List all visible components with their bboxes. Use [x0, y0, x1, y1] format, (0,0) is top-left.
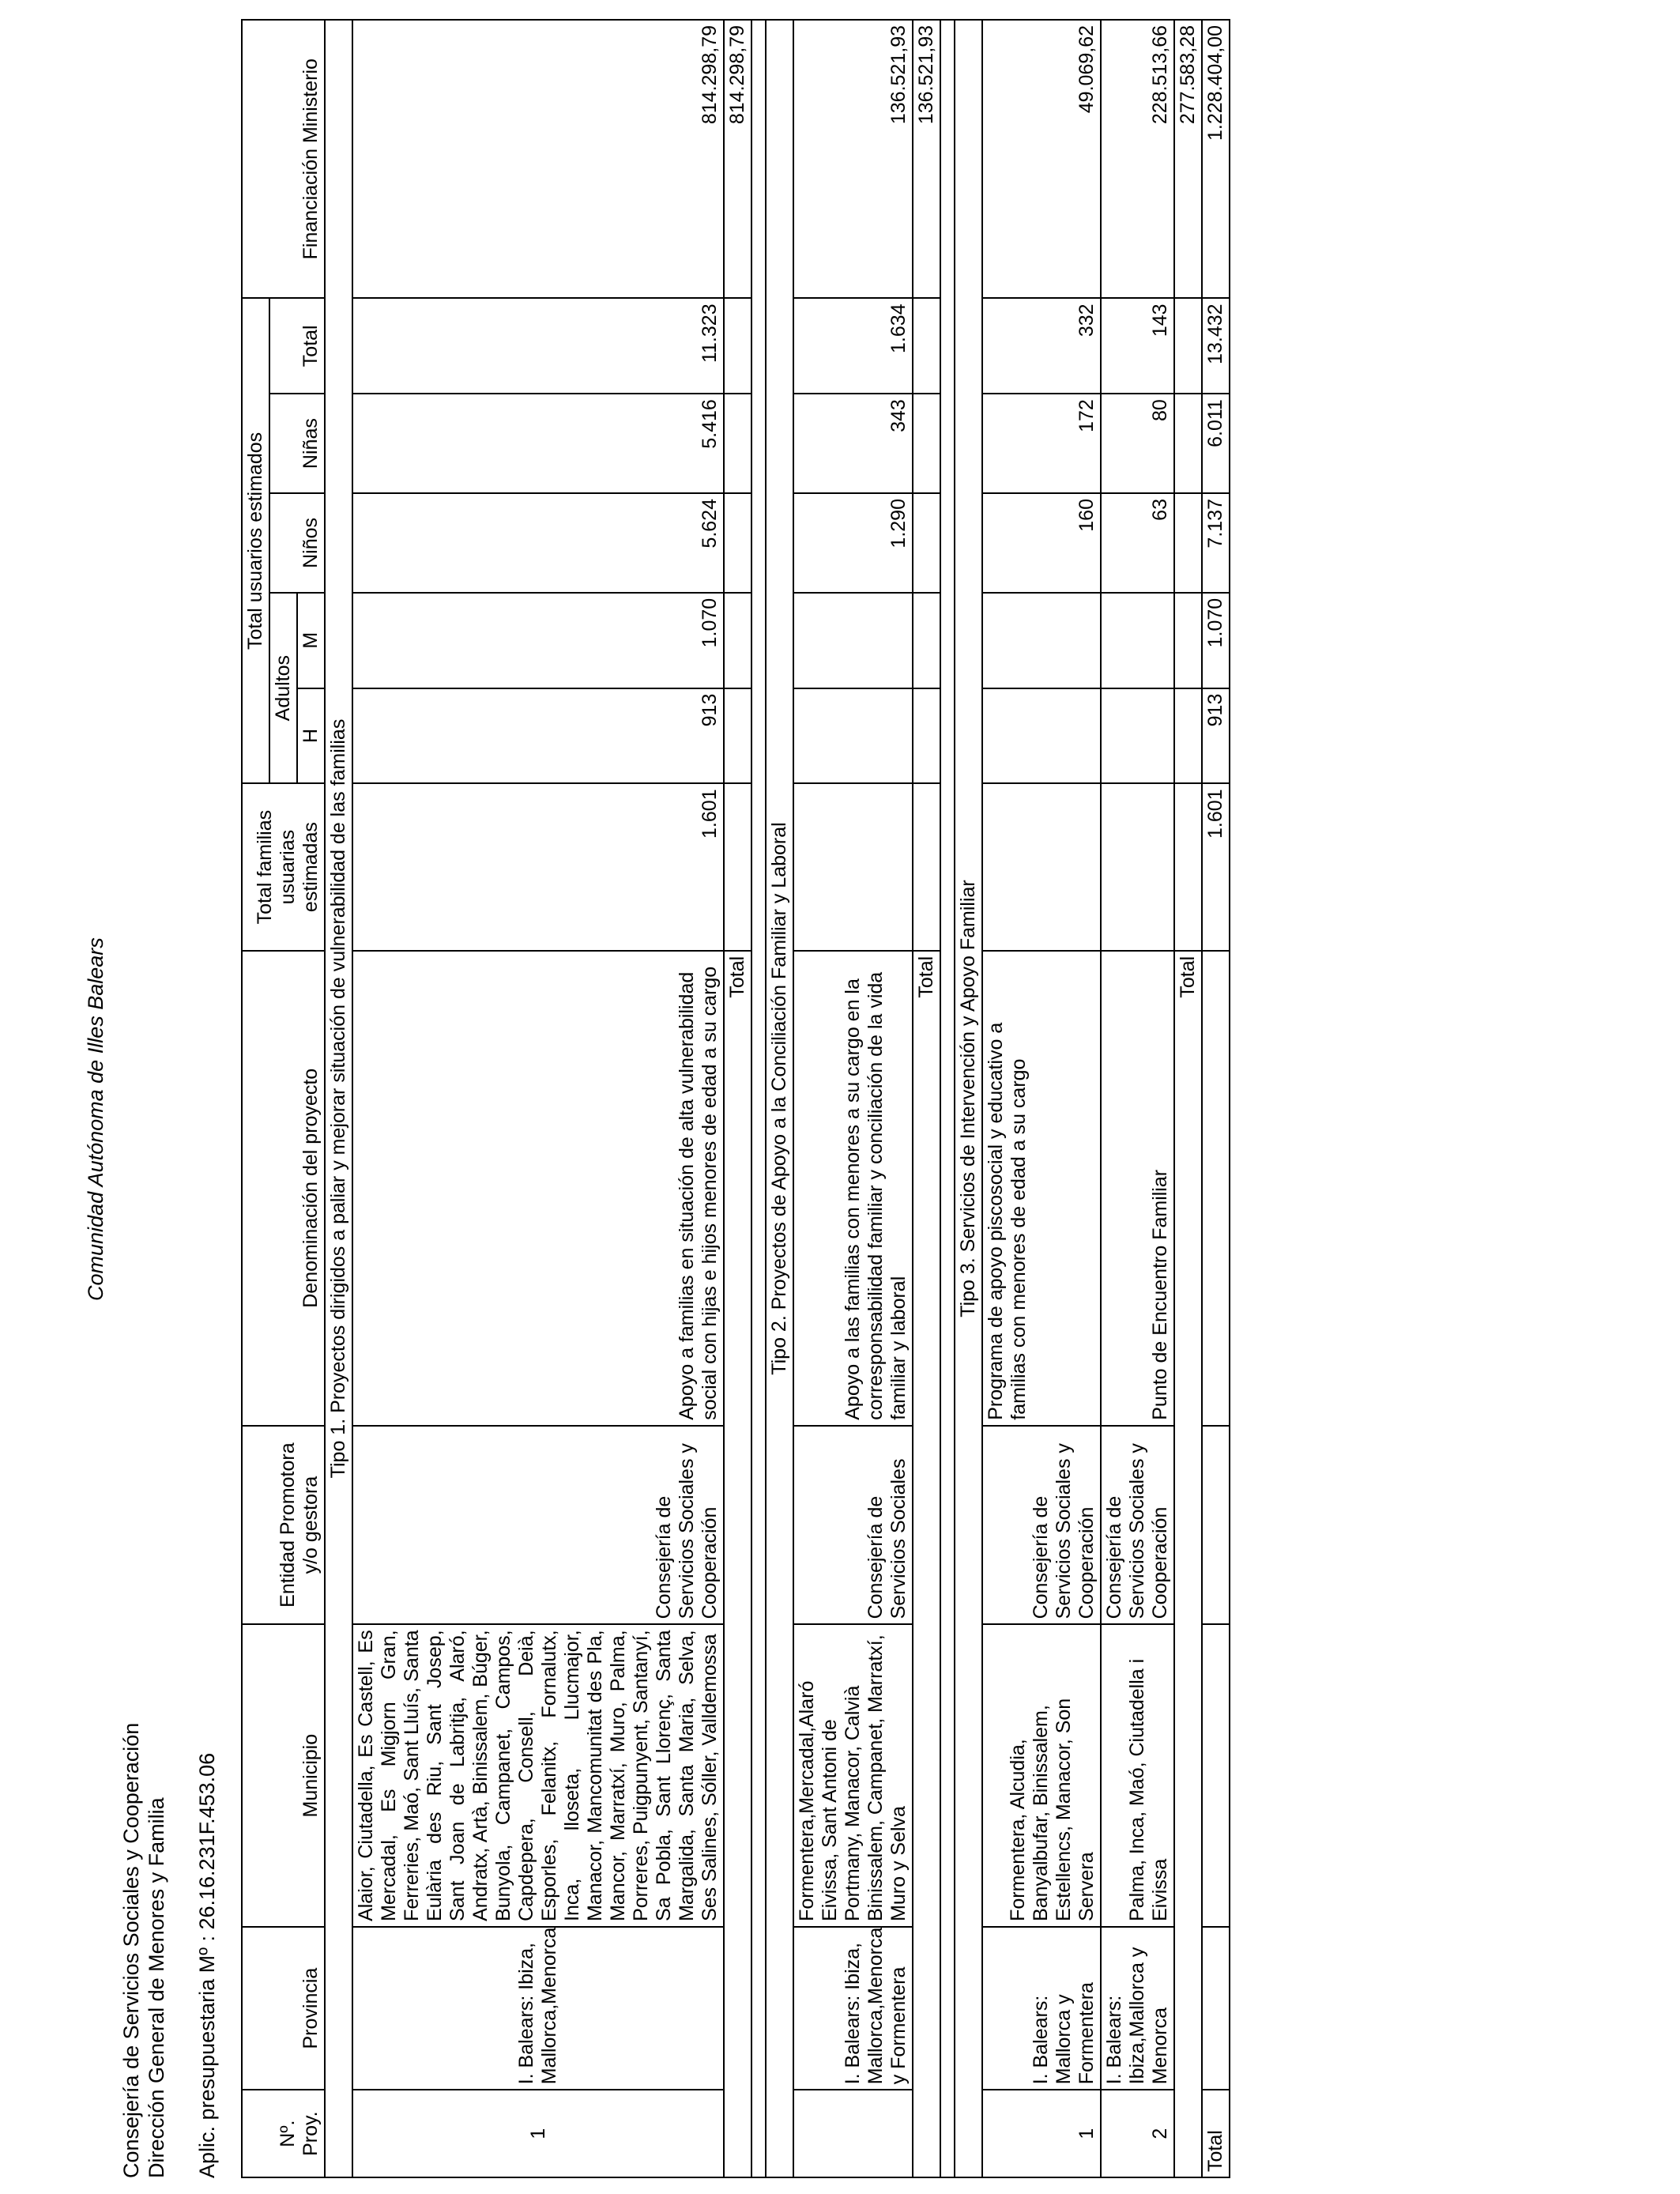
section-total-row	[1174, 20, 1202, 2177]
grand-total-ninos: 7.137	[1202, 493, 1230, 593]
cell-financiacion: 228.513,66	[1101, 20, 1174, 298]
col-header-adultos: Adultos	[269, 593, 297, 784]
section-total-label: Total	[1174, 951, 1202, 2177]
cell-ninos: 63	[1101, 493, 1174, 593]
cell-municipio: Formentera,Mercadal,Alaró Eivissa, Sant Antoni de Portmany, Manacor, Calvià Binissalem, Campanet, Marratxí, Muro y Selva	[793, 1624, 913, 1927]
grand-total-row	[1202, 20, 1230, 2177]
cell-total: 11.323	[352, 298, 724, 394]
cell-num	[793, 2090, 913, 2177]
aplicacion-line: Aplic. presupuestaria Mº : 26.16.231F.453.06	[195, 1752, 219, 2178]
cell-m: 1.070	[352, 593, 724, 688]
cell-ninos: 1.290	[793, 493, 913, 593]
header-row-1	[242, 20, 269, 2177]
cell-ninos: 5.624	[352, 493, 724, 593]
cell-denominacion: Apoyo a las familias con menores a su cargo en la corresponsabilidad familiar y conciliación de la vida familiar y laboral	[793, 951, 913, 1426]
section-total-row	[913, 20, 940, 2177]
col-header-familias: Total familias usuarias estimadas	[242, 783, 325, 950]
grand-total-label: Total	[1202, 2090, 1230, 2177]
col-header-ninas: Niñas	[269, 394, 325, 493]
cell-ninos: 160	[982, 493, 1101, 593]
table-row	[1101, 20, 1174, 2177]
grand-total-ninas: 6.011	[1202, 394, 1230, 493]
cell-provincia: I. Balears: Ibiza, Mallorca,Menorca y Formentera	[793, 1927, 913, 2090]
cell-ninas: 172	[982, 394, 1101, 493]
section-total-financiacion: 814.298,79	[724, 20, 751, 298]
section-total-label: Total	[724, 951, 751, 2177]
cell-municipio: Formentera, Alcudia, Banyalbufar, Binissalem, Estellencs, Manacor, Son Servera	[982, 1624, 1101, 1927]
cell-entidad: Consejería de Servicios Sociales y Cooperación	[1101, 1426, 1174, 1625]
cell-total: 143	[1101, 298, 1174, 394]
direccion-title: Dirección General de Menores y Familia	[145, 1797, 168, 2178]
cell-municipio: Palma, Inca, Maó, Ciutadella i Eivissa	[1101, 1624, 1174, 1927]
table-row	[793, 20, 913, 2177]
cell-h	[982, 688, 1101, 784]
section-title-row	[325, 20, 352, 2177]
col-header-provincia: Provincia	[242, 1927, 325, 2090]
grand-total-m: 1.070	[1202, 593, 1230, 688]
section-total-label: Total	[913, 951, 940, 2177]
cell-total: 332	[982, 298, 1101, 394]
table-row	[352, 20, 724, 2177]
cell-familias	[1101, 783, 1174, 950]
cell-denominacion: Apoyo a familias en situación de alta vulnerabilidad social con hijas e hijos menores de edad a su cargo	[352, 951, 724, 1426]
cell-financiacion: 136.521,93	[793, 20, 913, 298]
section-total-financiacion: 277.583,28	[1174, 20, 1202, 298]
col-header-municipio: Municipio	[242, 1624, 325, 1927]
cell-m	[982, 593, 1101, 688]
grand-total-financiacion: 1.228.404,00	[1202, 20, 1230, 298]
col-header-usuarios: Total usuarios estimados	[242, 298, 269, 783]
cell-entidad: Consejería de Servicios Sociales	[793, 1426, 913, 1625]
grand-total-h: 913	[1202, 688, 1230, 784]
cell-h	[793, 688, 913, 784]
cell-m	[1101, 593, 1174, 688]
cell-familias	[982, 783, 1101, 950]
cell-denominacion: Programa de apoyo piscosocial y educativo a familias con menores de edad a su cargo	[982, 951, 1101, 1426]
col-header-ninos: Niños	[269, 493, 325, 593]
consejeria-title: Consejería de Servicios Sociales y Cooperación	[119, 1722, 143, 2178]
cell-provincia: I. Balears: Ibiza,Mallorca y Menorca	[1101, 1927, 1174, 2090]
grand-total-familias: 1.601	[1202, 783, 1230, 950]
col-header-m: M	[297, 593, 325, 688]
projects-table	[241, 19, 1230, 2178]
cell-familias	[793, 783, 913, 950]
cell-ninas: 80	[1101, 394, 1174, 493]
cell-num: 1	[982, 2090, 1101, 2177]
cell-provincia: I. Balears: Mallorca y Formentera	[982, 1927, 1101, 2090]
col-header-denominacion: Denominación del proyecto	[242, 951, 325, 1426]
section-total-financiacion: 136.521,93	[913, 20, 940, 298]
section-total-row	[724, 20, 751, 2177]
table-row	[982, 20, 1101, 2177]
section-title: Tipo 1. Proyectos dirigidos a paliar y mejorar situación de vulnerabilidad de las familias	[325, 20, 352, 2177]
grand-total-total: 13.432	[1202, 298, 1230, 394]
cell-ninas: 343	[793, 394, 913, 493]
cell-entidad: Consejería de Servicios Sociales y Cooperación	[982, 1426, 1101, 1625]
cell-num: 1	[352, 2090, 724, 2177]
col-header-financiacion: Financiación Ministerio	[242, 20, 325, 298]
col-header-entidad: Entidad Promotora y/o gestora	[242, 1426, 325, 1625]
cell-entidad: Consejería de Servicios Sociales y Cooperación	[352, 1426, 724, 1625]
cell-financiacion: 814.298,79	[352, 20, 724, 298]
cell-ninas: 5.416	[352, 394, 724, 493]
cell-financiacion: 49.069,62	[982, 20, 1101, 298]
cell-denominacion: Punto de Encuentro Familiar	[1101, 951, 1174, 1426]
cell-m	[793, 593, 913, 688]
section-title-row	[766, 20, 793, 2177]
col-header-num: Nº. Proy.	[242, 2090, 325, 2177]
col-header-h: H	[297, 688, 325, 784]
section-title-row	[955, 20, 982, 2177]
section-title: Tipo 3. Servicios de Intervención y Apoyo Familiar	[955, 20, 982, 2177]
cell-total: 1.634	[793, 298, 913, 394]
cell-h: 913	[352, 688, 724, 784]
cell-familias: 1.601	[352, 783, 724, 950]
section-title: Tipo 2. Proyectos de Apoyo a la Conciliación Familiar y Laboral	[766, 20, 793, 2177]
col-header-total: Total	[269, 298, 325, 394]
cell-num: 2	[1101, 2090, 1174, 2177]
cell-municipio: Alaior, Ciutadella, Es Castell, Es Mercadal, Es Migjorn Gran, Ferreries, Maó, Sant Lluís, Santa Eulària des Riu, Sant Josep, Sant Joan de Labritja, Alaró, Andratx, Artà, Binissalem, Búger, Bunyola, Campanet, Campos, Capdepera, Consell, Deià, Esporles, Felanitx, Fornalutx, Inca, lloseta, Llucmajor, Manacor, Mancomunitat des Pla, Mancor, Marratxí, Muro, Palma, Porreres, Puigpunyent, Santanyí, Sa Pobla, Sant Llorenç, Santa Margalida, Santa Maria, Selva, Ses Salines, Sóller, Valldemossa	[352, 1624, 724, 1927]
cell-h	[1101, 688, 1174, 784]
region-title: Comunidad Autónoma de Illes Balears	[84, 937, 107, 1301]
cell-provincia: I. Balears: Ibiza, Mallorca,Menorca	[352, 1927, 724, 2090]
